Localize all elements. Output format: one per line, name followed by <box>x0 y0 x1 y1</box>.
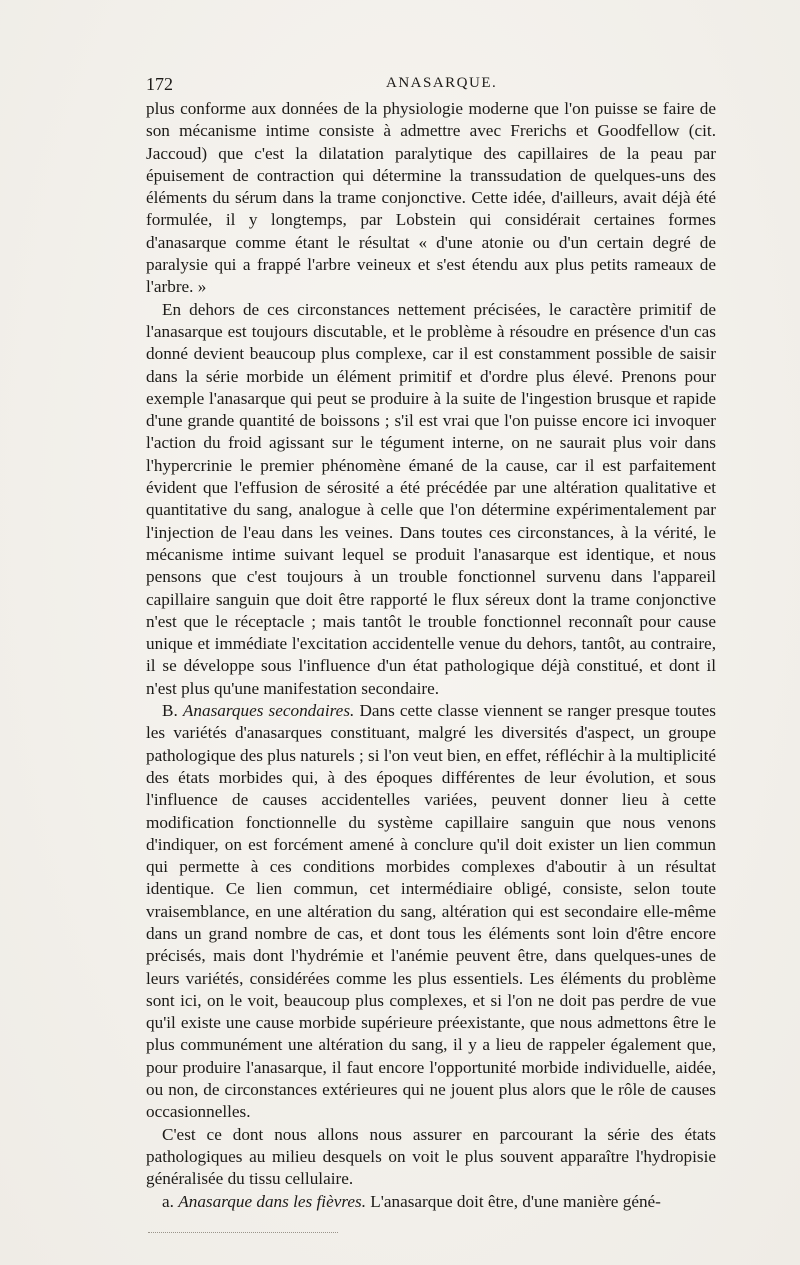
paragraph-fevers <box>146 1191 716 1213</box>
section-label-a: a. <box>162 1191 174 1211</box>
page-header <box>146 74 716 98</box>
section-title-fevers: Anasarque dans les fièvres. <box>178 1191 366 1211</box>
footer-dotted-rule <box>148 1232 338 1233</box>
paragraph-secondary-anasarca <box>146 700 716 1124</box>
body-text <box>146 98 716 1213</box>
running-title: ANASARQUE. <box>386 75 498 91</box>
paragraph-4: C'est ce dont nous allons nous assurer en parcourant la série des états pathologiques au milieu desquels on voit le plus souvent apparaître l'hydropisie généralisée du tissu cellulaire. <box>146 1124 716 1189</box>
paragraph-1: plus conforme aux données de la physiologie moderne que l'on puisse se faire de son mécanisme intime consiste à admettre avec Frerichs et Goodfellow (cit. Jaccoud) que c'est la dilatation paralytique des capillaires de la peau par épuisement de contraction qui détermine la transsudation de quelques-uns des éléments du sérum dans la trame conjonctive. Cette idée, d'ailleurs, avait déjà été formulée, il y longtemps, par Lobstein qui considérait certaines formes d'anasarque comme étant le résultat « d'une atonie ou d'un certain degré de paralysie qui a frappé l'arbre veineux et s'est étendu aux plus petits rameaux de l'arbre. » <box>146 99 716 297</box>
paragraph-3-text: Dans cette classe viennent se ranger presque toutes les variétés d'anasarques constituant, malgré les diversités d'aspect, un groupe pathologique des plus naturels ; si l'on veut bien, en effet, réfléchir à la multiplicité des états morbides qui, à des époques différentes de leur évolution, et sous l'influence de causes accidentelles variées, peuvent donner lieu à cette modification fonctionnelle du système capillaire sanguin que nous venons d'indiquer, on est forcément amené à conclure qu'il doit exister un lien commun qui permette à ces conditions morbides complexes d'aboutir à un résultat identique. Ce lien commun, cet intermédiaire obligé, consiste, selon toute vraisemblance, en une altération du sang, altération qui est secondaire elle-même dans un grand nombre de cas, et dont tous les éléments sont loin d'être encore précisés, mais dont l'hydrémie et l'anémie peuvent être, dans quelques-unes de leurs variétés, considérées comme les plus essentiels. Les éléments du problème sont ici, on le voit, beaucoup plus complexes, et si l'on ne doit pas perdre de vue qu'il existe une cause morbide supérieure préexistante, que nous admettons être le plus communément une altération du sang, il y a lieu de rappeler également que, pour produire l'anasarque, il faut encore l'opportunité morbide individuelle, aidée, ou non, de circonstances extérieures qui ne jouent plus alors que le rôle de causes occasionnelles. <box>146 701 716 1122</box>
paragraph-2: En dehors de ces circonstances nettement précisées, le caractère primitif de l'anasarque est toujours discutable, et le problème à résoudre en présence d'un cas donné devient beaucoup plus complexe, car il est constamment possible de saisir dans la série morbide un élément primitif et d'ordre plus élevé. Prenons pour exemple l'anasarque qui peut se produire à la suite de l'ingestion brusque et rapide d'une grande quantité de boissons ; s'il est vrai que l'on puisse encore ici invoquer l'action du froid agissant sur le tégument interne, on ne saurait plus voir dans l'hypercrinie le premier phénomène émané de la cause, car il est parfaitement évident que l'effusion de sérosité a été précédée par une altération qualitative et quantitative du sang, analogue à celle que l'on détermine expérimentalement par l'injection de l'eau dans les veines. Dans toutes ces circonstances, à la vérité, le mécanisme intime suivant lequel se produit l'anasarque est identique, et nous pensons que c'est toujours à un trouble fonctionnel survenu dans l'appareil capillaire sanguin que doit être rapporté le flux séreux dont la trame conjonctive n'est que le réceptacle ; mais tantôt le trouble fonctionnel reconnaît pour cause unique et immédiate l'excitation accidentelle venue du dehors, tantôt, au contraire, il se développe sous l'influence d'un état pathologique déjà constitué, et dont il n'est plus qu'une manifestation secondaire. <box>146 299 716 698</box>
section-label-b: B. <box>162 701 178 721</box>
section-title-secondary: Anasarques secondaires. <box>182 701 355 721</box>
paragraph-5-text: L'anasarque doit être, d'une manière géné- <box>370 1191 661 1211</box>
page-number: 172 <box>146 74 173 94</box>
